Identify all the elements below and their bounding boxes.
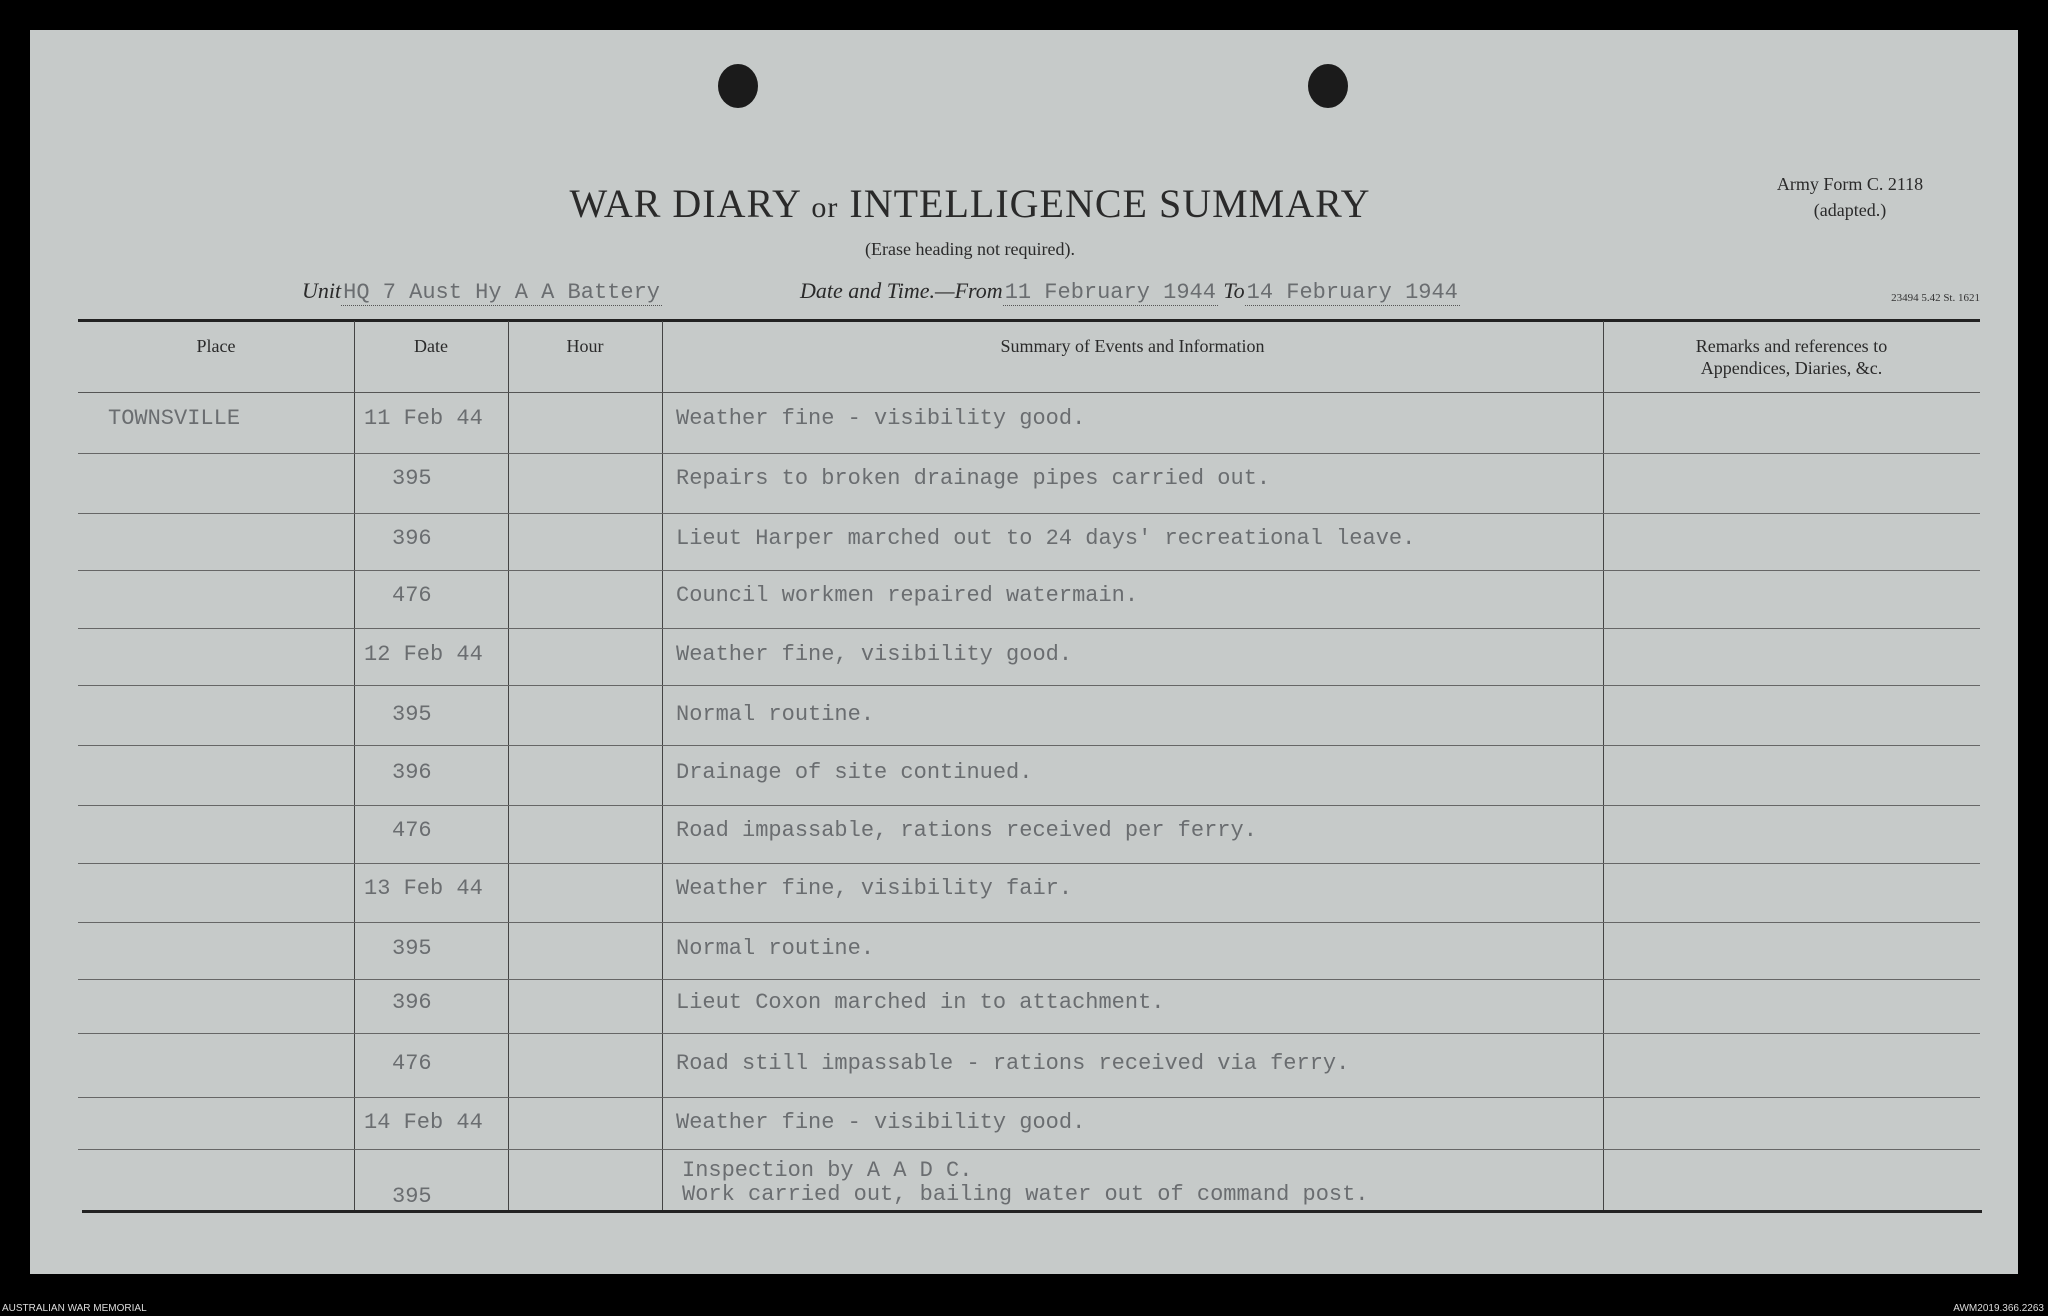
table-top-rule (78, 319, 1980, 322)
row-date: 13 Feb 44 (364, 876, 483, 901)
remarks-header-line2: Appendices, Diaries, &c. (1700, 358, 1883, 378)
punch-hole-left (718, 64, 758, 108)
row-summary: Lieut Harper marched out to 24 days' recreational leave. (676, 526, 1416, 551)
row-date: 476 (392, 1051, 432, 1076)
table-bottom-rule (82, 1210, 1982, 1213)
row-rule (78, 1033, 1980, 1034)
row-summary: Road impassable, rations received per ferry. (676, 818, 1257, 843)
row-rule (78, 513, 1980, 514)
row-rule (78, 863, 1980, 864)
column-header-summary: Summary of Events and Information (1000, 336, 1265, 356)
row-date: 12 Feb 44 (364, 642, 483, 667)
row-rule (78, 1149, 1980, 1150)
row-date: 11 Feb 44 (364, 406, 483, 431)
row-date: 396 (392, 760, 432, 785)
row-summary: Inspection by A A D C. (682, 1158, 973, 1183)
row-date: 476 (392, 818, 432, 843)
row-summary: Weather fine, visibility fair. (676, 876, 1073, 901)
form-title (470, 180, 1470, 227)
row-rule (78, 922, 1980, 923)
date-time-label: Date and Time.—From (800, 278, 1003, 303)
row-summary: Council workmen repaired watermain. (676, 583, 1139, 608)
to-label: To (1223, 278, 1245, 303)
row-rule (78, 745, 1980, 746)
print-code: 23494 5.42 St. 1621 (1891, 292, 1980, 304)
column-divider (354, 321, 355, 1210)
army-form-id (1740, 171, 1960, 223)
from-date-value: 11 February 1944 (1004, 280, 1216, 305)
date-time-line (800, 278, 1460, 305)
column-divider (662, 321, 663, 1210)
row-rule (78, 685, 1980, 686)
title-intelligence-summary: INTELLIGENCE SUMMARY (849, 181, 1371, 226)
row-rule (78, 979, 1980, 980)
row-summary: Road still impassable - rations received via ferry. (676, 1051, 1350, 1076)
column-divider (1603, 321, 1604, 1210)
unit-label: Unit (302, 278, 342, 303)
row-summary: Weather fine - visibility good. (676, 406, 1086, 431)
diary-sheet (30, 30, 2018, 1274)
row-summary: Weather fine - visibility good. (676, 1110, 1086, 1135)
row-summary: Repairs to broken drainage pipes carried out. (676, 466, 1271, 491)
row-date: 14 Feb 44 (364, 1110, 483, 1135)
army-form-adapted: (adapted.) (1813, 200, 1887, 220)
row-summary: Drainage of site continued. (676, 760, 1033, 785)
row-rule (78, 1097, 1980, 1098)
form-subtitle: (Erase heading not required). (865, 239, 1075, 259)
row-rule (78, 628, 1980, 629)
column-header-place: Place (196, 336, 236, 356)
row-summary-continued: Work carried out, bailing water out of command post. (682, 1182, 1369, 1207)
row-summary: Weather fine, visibility good. (676, 642, 1073, 667)
column-header-date: Date (414, 336, 448, 356)
row-place: TOWNSVILLE (108, 406, 241, 431)
army-form-number: Army Form C. 2118 (1776, 174, 1924, 194)
to-date-value: 14 February 1944 (1246, 280, 1458, 305)
row-date: 396 (392, 990, 432, 1015)
title-war-diary: WAR DIARY (569, 181, 801, 226)
column-header-remarks (1603, 335, 1980, 379)
row-date: 396 (392, 526, 432, 551)
row-date: 395 (392, 702, 432, 727)
row-date: 395 (392, 1184, 432, 1209)
row-summary: Normal routine. (676, 702, 875, 727)
column-header-hour: Hour (566, 336, 604, 356)
remarks-header-line1: Remarks and references to (1695, 336, 1888, 356)
row-date: 395 (392, 936, 432, 961)
row-rule (78, 805, 1980, 806)
row-summary: Lieut Coxon marched in to attachment. (676, 990, 1165, 1015)
title-or: or (811, 191, 839, 224)
row-rule (78, 453, 1980, 454)
row-date: 395 (392, 466, 432, 491)
unit-line (302, 278, 662, 305)
unit-value: HQ 7 Aust Hy A A Battery (343, 280, 660, 305)
row-summary: Normal routine. (676, 936, 875, 961)
row-date: 476 (392, 583, 432, 608)
row-rule (78, 570, 1980, 571)
header-rule (78, 392, 1980, 393)
punch-hole-right (1308, 64, 1348, 108)
column-divider (508, 321, 509, 1210)
footer-accession: AWM2019.366.2263 (1953, 1303, 2044, 1314)
footer-institution: AUSTRALIAN WAR MEMORIAL (2, 1303, 147, 1314)
